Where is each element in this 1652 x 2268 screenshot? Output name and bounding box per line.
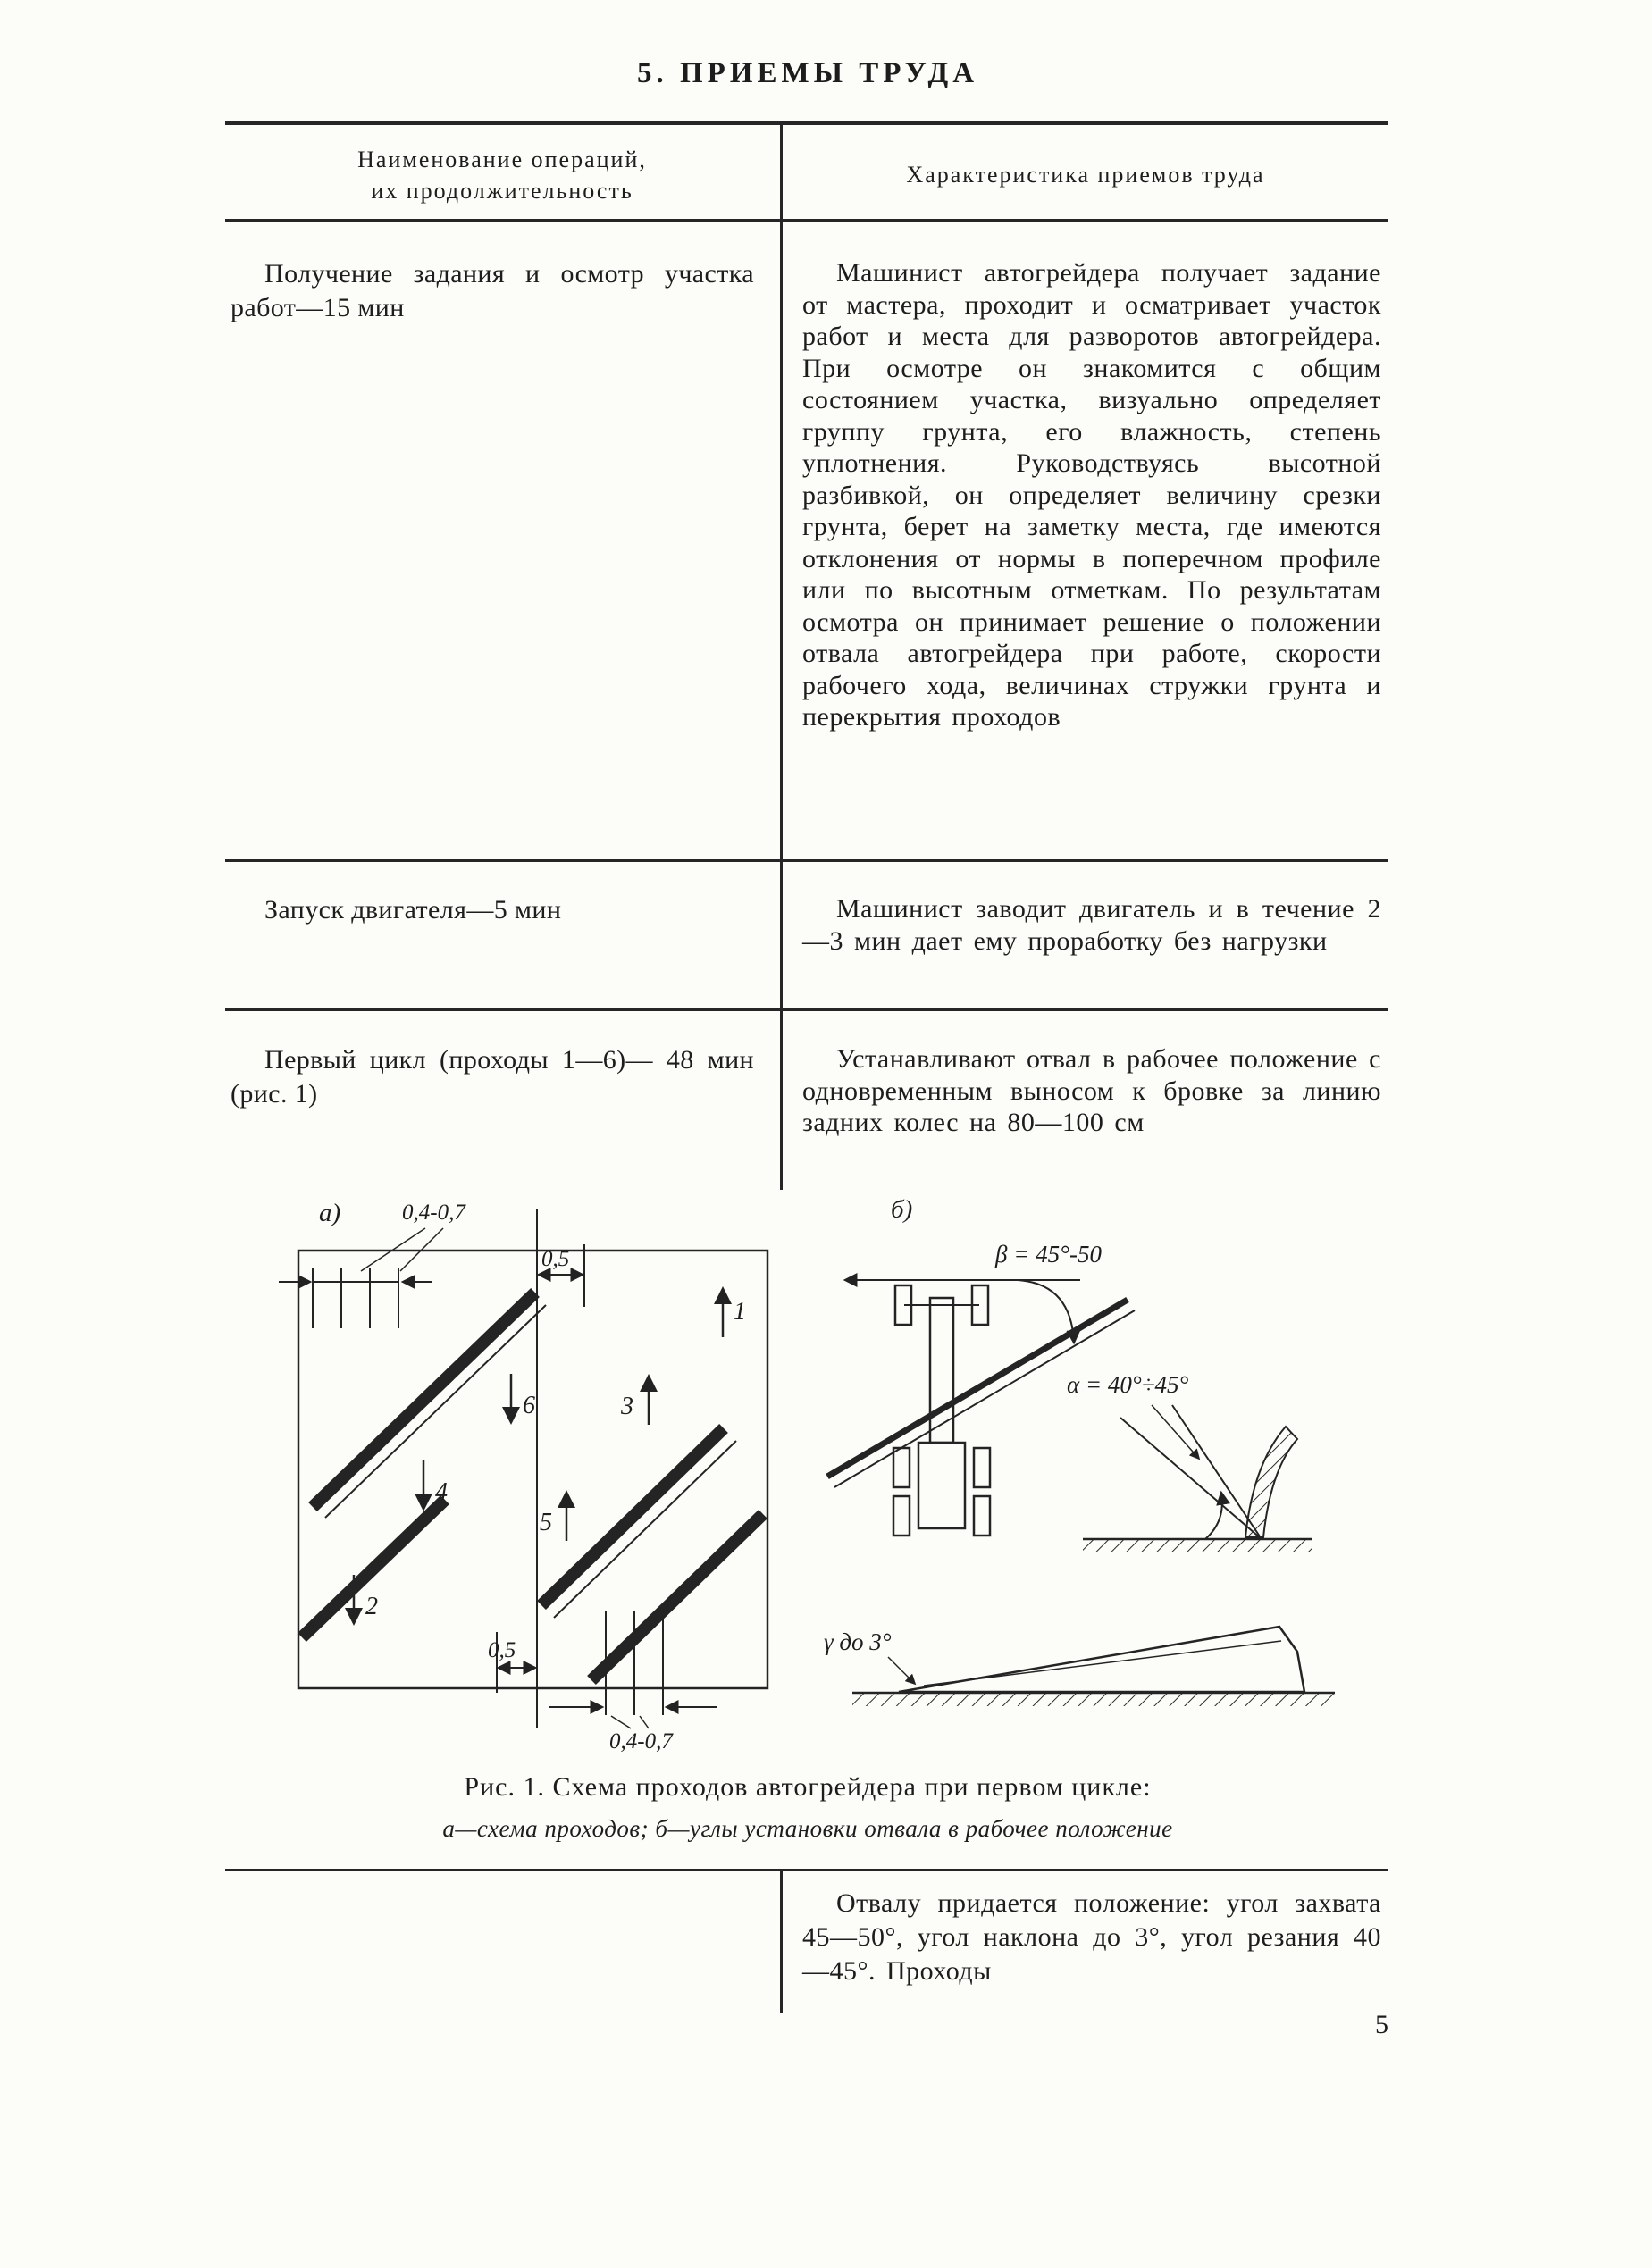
table-header-col1 [234, 144, 770, 206]
table-header-col2: Характеристика приемов труда [906, 162, 1265, 188]
rule-top [225, 121, 1388, 125]
pass-number-3: 3 [621, 1393, 633, 1420]
diagram-a-pass-scheme [279, 1199, 767, 1753]
gamma-angle-detail [824, 1627, 1335, 1706]
rear-wheel [893, 1496, 910, 1536]
operation-cell-2: Запуск двигателя—5 мин [264, 895, 562, 925]
angle-alpha-label: α = 40°÷45° [1067, 1371, 1189, 1398]
pass-number-4: 4 [435, 1478, 448, 1506]
dim-bottom-label: 0,4-0,7 [609, 1729, 673, 1753]
row-separator-1 [225, 859, 1388, 862]
angle-beta-label: β = 45°-50 [995, 1241, 1102, 1268]
rule-header [225, 219, 1388, 222]
diagram-b-label: б) [891, 1195, 913, 1224]
continuation-paragraph: Отвалу придается положение: угол захвата 45—50°, угол наклона до 3°, угол резания 40—45°. Проходы [802, 1888, 1381, 1986]
rear-wheel [974, 1496, 990, 1536]
ground-hatch [852, 1694, 1335, 1706]
diagram-b-blade-angles [824, 1195, 1335, 1706]
pass-number-2: 2 [365, 1593, 378, 1620]
rear-wheel [893, 1448, 910, 1487]
pass-number-6: 6 [523, 1392, 535, 1419]
grader-frame [930, 1298, 953, 1443]
alpha-angle-detail [1067, 1371, 1312, 1552]
rear-wheel [974, 1448, 990, 1487]
dim-half-bottom-label: 0,5 [488, 1638, 516, 1662]
blade-wedge [899, 1627, 1304, 1692]
figure-1-drawing [227, 1193, 1388, 1755]
ground-hatch [1083, 1540, 1312, 1552]
page-number: 5 [1375, 2010, 1388, 2039]
grader-engine-box [918, 1443, 965, 1528]
diagram-a-label: а) [319, 1199, 341, 1227]
description-cell-1: Машинист автогрейдера получает задание от мастера, проходит и осматривает участок работ и места для разворотов автогрейдера. При осмотре он знакомится с общим состоянием участка, визуально определяет группу грунта, его влажность, степень уплотнения. Руководствуясь высотной разбивкой, он определяет величину срезки грунта, берет на заметку места, где имеются отклонения от нормы в поперечном профиле или по высотным отметкам. По результатам осмотра он принимает решение о положении отвала автогрейдера при работе, скорости рабочего хода, величинах стружки грунта и перекрытия проходов [802, 258, 1381, 732]
blade-profile [1245, 1427, 1297, 1537]
figure-1 [227, 1193, 1388, 1755]
table-header-col1-line2: их продолжительность [371, 178, 633, 204]
dim-top-label: 0,4-0,7 [402, 1201, 465, 1225]
pass-number-1: 1 [734, 1298, 746, 1326]
pass-number-5: 5 [540, 1509, 552, 1536]
operation-cell-3: Первый цикл (проходы 1—6)— 48 мин (рис. 1) [231, 1045, 754, 1109]
operation-cell-1: Получение задания и осмотр участка работ—15 мин [231, 259, 754, 322]
rule-bottom [225, 1869, 1388, 1871]
table-header-col1-line1: Наименование операций, [357, 146, 647, 172]
figure-caption: Рис. 1. Схема проходов автогрейдера при первом цикле: [464, 1772, 1152, 1802]
dim-half-top-label: 0,5 [541, 1247, 570, 1271]
plot-boundary [298, 1251, 767, 1688]
description-cell-2: Машинист заводит двигатель и в течение 2—3 мин дает ему проработку без нагрузки [802, 894, 1381, 956]
description-cell-3: Устанавливают отвал в рабочее положение с одновременным выносом к бровке за линию задних колес на 80—100 см [802, 1044, 1381, 1137]
row-separator-2 [225, 1008, 1388, 1011]
figure-caption-sub: а—схема проходов; б—углы установки отвала в рабочее положение [442, 1815, 1173, 1842]
page-title: 5. ПРИЕМЫ ТРУДА [636, 57, 979, 89]
table-column-divider [780, 121, 783, 1190]
table-column-divider-bottom [780, 1869, 783, 2013]
angle-gamma-label: γ до 3° [824, 1628, 892, 1655]
